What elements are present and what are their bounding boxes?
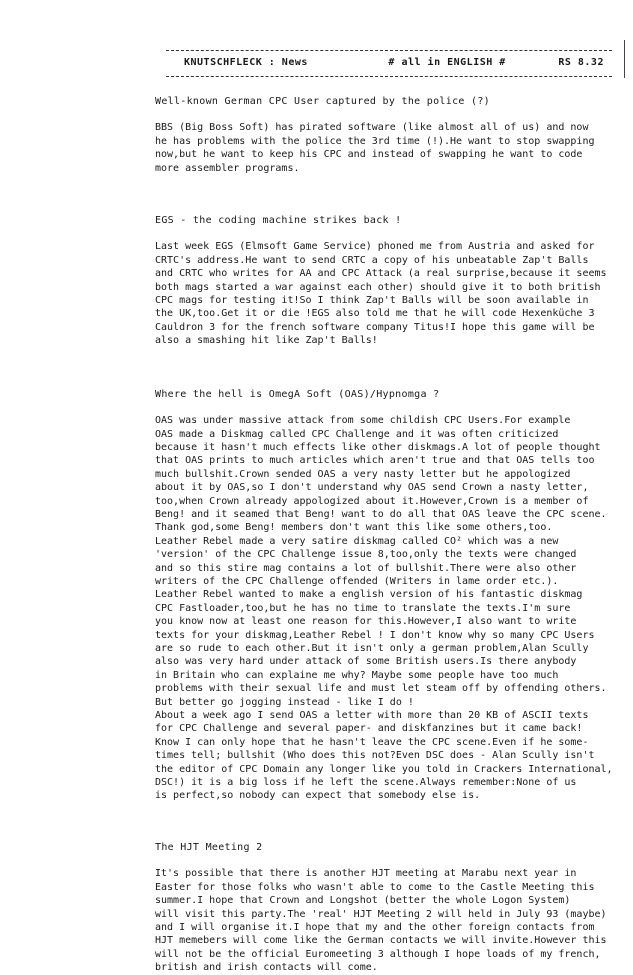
body-line: times tell; bullshit (Who does this not?Even DSC does - Alan Scully isn't — [155, 750, 595, 762]
body-line: is perfect,so nobody can expect that somebody else is. — [155, 790, 481, 802]
body-line: 'version' of the CPC Challenge issue 8,too,only the texts were changed — [155, 549, 577, 561]
section-body — [155, 240, 610, 347]
body-line: about it by OAS,so I don't understand why OAS send Crown a nasty letter, — [155, 482, 589, 494]
body-line: you know now at least one reason for this.However,I also want to write — [155, 616, 577, 628]
body-line: CPC Fastloader,too,but he has no time to translate the texts.I'm sure — [155, 602, 571, 614]
header-top-rule — [166, 50, 612, 51]
body-line: Beng! and it seamed that Beng! want to do all that OAS leave the CPC scene. — [155, 508, 607, 520]
news-content — [155, 95, 613, 975]
body-line: problems with their sexual life and must let steam off by offending others. — [155, 683, 607, 695]
body-line: are so rude to each other.But it isn't only a german problem,Alan Scully — [155, 643, 589, 654]
header-title: KNUTSCHFLECK : News — [184, 57, 308, 68]
body-line: too,when Crown already appologized about it.However,Crown is a member of — [155, 495, 589, 507]
body-line: CRTC's address.He want to send CRTC a copy of his unbeatable Zap't Balls — [155, 254, 589, 266]
section-headline: Well-known German CPC User captured by the police (?) — [155, 96, 490, 107]
body-line: It's possible that there is another HJT meeting at Marabu next year in — [155, 868, 577, 880]
body-line: DSC!) it is a big loss if he left the scene.Always remember:None of us — [155, 777, 577, 789]
body-line: also was very hard under attack of some British users.Is there anybody — [155, 656, 577, 668]
body-line: Know I can only hope that he hasn't leave the CPC scene.Even if he some- — [155, 736, 589, 748]
header-page-number: RS 8.32 — [558, 57, 604, 68]
body-line: because it hasn't much effects like other diskmags.A lot of people thought — [155, 441, 601, 453]
body-line: About a week ago I send OAS a letter with more than 20 KB of ASCII texts — [155, 710, 589, 722]
news-section-bbs — [155, 95, 610, 175]
body-line: the UK,too.Get it or die !EGS also told me that he will code Hexenküche 3 — [155, 308, 595, 320]
body-line: he has problems with the police the 3rd time (!).He want to stop swapping — [155, 135, 595, 147]
body-line: both mags started a war against each other) should give it to both british — [155, 281, 601, 293]
section-headline: EGS - the coding machine strikes back ! — [155, 215, 402, 227]
body-line: in Britain who can explaine me why? Maybe some people have too much — [155, 669, 559, 681]
header-subtitle: # all in ENGLISH # — [388, 57, 506, 68]
section-body — [155, 867, 610, 974]
section-body — [155, 414, 613, 803]
body-line: that OAS prints to much articles which aren't true and that OAS tells too — [155, 455, 595, 467]
body-line: more assembler programs. — [155, 162, 300, 174]
section-body — [155, 121, 610, 175]
body-line: Cauldron 3 for the french software company Titus!I hope this game will be — [155, 321, 595, 333]
header-bottom-rule — [166, 76, 612, 77]
body-line: british and irish contacts will come. — [155, 962, 378, 974]
body-line: now,but he want to keep his CPC and instead of swapping he want to code — [155, 149, 583, 161]
body-line: OAS made a Diskmag called CPC Challenge and it was often criticized — [155, 428, 559, 440]
page-edge-mark — [624, 40, 625, 78]
body-line: the editor of CPC Domain any longer like you told in Crackers International, — [155, 763, 613, 775]
body-line: Easter for those folks who wasn't able to come to the Castle Meeting this — [155, 881, 595, 893]
section-headline: The HJT Meeting 2 — [155, 841, 263, 853]
body-line: Last week EGS (Elmsoft Game Service) phoned me from Austria and asked for — [155, 241, 595, 253]
body-line: will not be the official Euromeeting 3 although I hope loads of my french, — [155, 948, 601, 960]
body-line: and so this stire mag contains a lot of bullshit.There were also other — [155, 562, 577, 574]
body-line: much bullshit.Crown sended OAS a very nasty letter but he appologized — [155, 468, 571, 480]
body-line: summer.I hope that Crown and Longshot (better the whole Logon System) — [155, 895, 571, 907]
body-line: CPC mags for testing it!So I think Zap't Balls will be soon available in — [155, 295, 589, 307]
body-line: Leather Rebel made a very satire diskmag called CO² which was a new — [155, 535, 559, 547]
body-line: for CPC Challenge and several paper- and diskfanzines but it came back! — [155, 723, 583, 735]
body-line: and I will organise it.I hope that my and the other foreign contacts from — [155, 921, 595, 933]
news-section-egs — [155, 214, 610, 348]
body-line: Leather Rebel wanted to make a english version of his fantastic diskmag — [155, 589, 583, 601]
body-line: HJT memebers will come like the German contacts we will invite.However this — [155, 935, 607, 947]
body-line: texts for your diskmag,Leather Rebel ! I don't know why so many CPC Users — [155, 629, 595, 641]
body-line: writers of the CPC Challenge offended (Writers in lame order etc.). — [155, 575, 559, 587]
news-section-hjt-meeting — [155, 841, 610, 975]
page-header — [166, 50, 612, 86]
news-section-omega-soft — [155, 388, 613, 803]
header-text-row — [184, 57, 604, 68]
body-line: also a smashing hit like Zap't Balls! — [155, 335, 378, 347]
body-line: and CRTC who writes for AA and CPC Attack (a real surprise,because it seems — [155, 268, 607, 280]
body-line: But better go jogging instead - like I do ! — [155, 696, 414, 708]
body-line: OAS was under massive attack from some childish CPC Users.For example — [155, 415, 571, 427]
body-line: will visit this party.The 'real' HJT Meeting 2 will held in July 93 (maybe) — [155, 908, 607, 920]
section-headline: Where the hell is OmegA Soft (OAS)/Hypnomga ? — [155, 388, 440, 400]
body-line: Thank god,some Beng! members don't want this like some others,too. — [155, 522, 553, 534]
body-line: BBS (Big Boss Soft) has pirated software (like almost all of us) and now — [155, 122, 589, 134]
